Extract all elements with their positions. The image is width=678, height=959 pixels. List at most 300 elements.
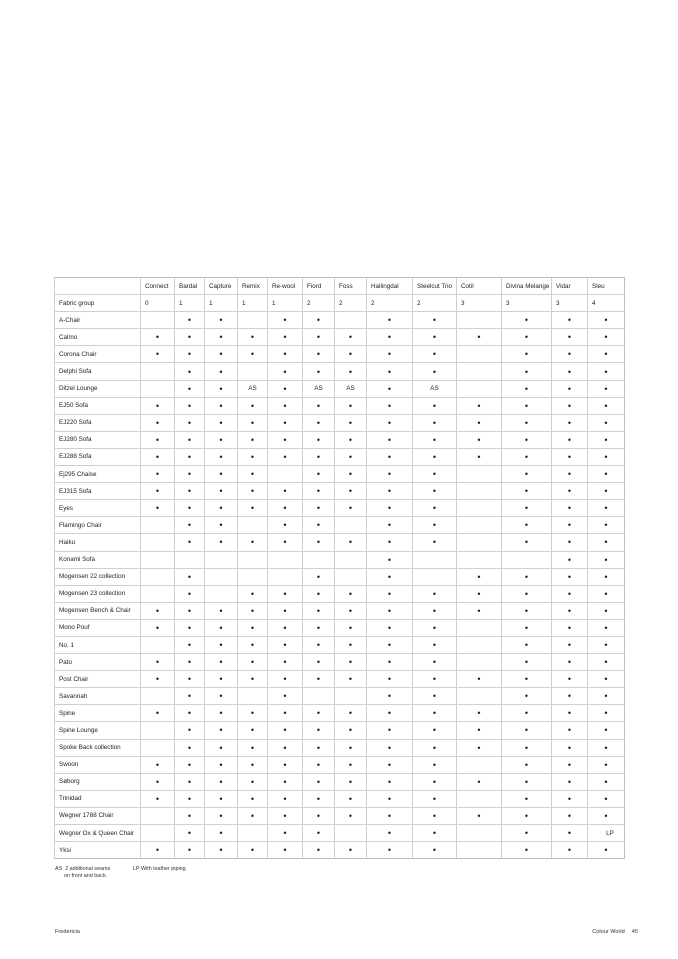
availability-dot: • <box>335 739 367 756</box>
availability-dot: • <box>552 636 588 653</box>
product-name: Delphi Sofa <box>55 363 141 380</box>
availability-dot: • <box>552 722 588 739</box>
availability-dot: • <box>141 842 175 859</box>
availability-dot: • <box>175 790 205 807</box>
table-row <box>55 825 625 842</box>
availability-dot: • <box>413 483 457 500</box>
product-name: EJ220 Sofa <box>55 414 141 431</box>
availability-dot: • <box>413 448 457 465</box>
empty-cell <box>335 688 367 705</box>
product-name: Swoon <box>55 756 141 773</box>
availability-dot: • <box>502 363 552 380</box>
availability-dot: • <box>502 654 552 671</box>
empty-cell <box>141 722 175 739</box>
empty-cell <box>268 466 303 483</box>
table-row <box>55 790 625 807</box>
availability-dot: • <box>502 739 552 756</box>
fabric-header: Vidar <box>552 278 588 295</box>
availability-dot: • <box>205 517 238 534</box>
availability-dot: • <box>367 414 413 431</box>
availability-dot: • <box>205 312 238 329</box>
fabric-header: Steelcut Trio <box>413 278 457 295</box>
availability-dot: • <box>588 431 625 448</box>
availability-dot: • <box>303 842 335 859</box>
availability-dot: • <box>303 414 335 431</box>
empty-cell <box>141 585 175 602</box>
availability-dot: • <box>335 329 367 346</box>
fabric-group-value: 2 <box>413 295 457 312</box>
availability-dot: • <box>175 534 205 551</box>
table-row <box>55 397 625 414</box>
availability-dot: • <box>238 842 268 859</box>
availability-dot: • <box>552 825 588 842</box>
availability-dot: • <box>303 807 335 824</box>
empty-cell <box>141 636 175 653</box>
empty-cell <box>141 825 175 842</box>
availability-dot: • <box>457 448 502 465</box>
availability-dot: • <box>268 397 303 414</box>
product-name: Spoke Back collection <box>55 739 141 756</box>
availability-dot: • <box>335 807 367 824</box>
table-row <box>55 500 625 517</box>
availability-dot: • <box>413 585 457 602</box>
availability-dot: • <box>141 483 175 500</box>
availability-dot: • <box>141 346 175 363</box>
availability-dot: • <box>238 448 268 465</box>
availability-dot: • <box>303 534 335 551</box>
availability-dot: • <box>502 448 552 465</box>
availability-dot: • <box>141 466 175 483</box>
availability-dot: • <box>303 790 335 807</box>
fabric-header: Remix <box>238 278 268 295</box>
product-name: Savannah <box>55 688 141 705</box>
availability-dot: • <box>413 363 457 380</box>
product-name: Mogensen Bench & Chair <box>55 602 141 619</box>
availability-dot: • <box>268 807 303 824</box>
availability-dot: • <box>413 705 457 722</box>
availability-dot: • <box>175 363 205 380</box>
table-row <box>55 380 625 397</box>
fabric-group-value: 1 <box>205 295 238 312</box>
empty-cell <box>457 380 502 397</box>
availability-dot: • <box>413 500 457 517</box>
table-row <box>55 671 625 688</box>
availability-dot: • <box>335 346 367 363</box>
availability-dot: • <box>175 585 205 602</box>
availability-dot: • <box>502 688 552 705</box>
availability-dot: • <box>552 773 588 790</box>
availability-dot: • <box>552 312 588 329</box>
availability-dot: • <box>205 346 238 363</box>
empty-cell <box>303 688 335 705</box>
empty-cell <box>238 568 268 585</box>
availability-dot: • <box>367 312 413 329</box>
availability-dot: • <box>205 773 238 790</box>
product-name: EJ280 Sofa <box>55 431 141 448</box>
availability-dot: • <box>205 739 238 756</box>
availability-dot: • <box>502 312 552 329</box>
availability-dot: • <box>413 431 457 448</box>
availability-dot: • <box>175 329 205 346</box>
availability-dot: • <box>238 790 268 807</box>
availability-dot: • <box>205 448 238 465</box>
fabric-group-value: 1 <box>268 295 303 312</box>
availability-dot: • <box>335 414 367 431</box>
table-row <box>55 688 625 705</box>
availability-dot: • <box>175 448 205 465</box>
empty-cell <box>141 739 175 756</box>
availability-dot: • <box>205 500 238 517</box>
availability-dot: • <box>268 431 303 448</box>
availability-dot: • <box>205 483 238 500</box>
availability-dot: • <box>502 722 552 739</box>
availability-dot: • <box>268 312 303 329</box>
availability-dot: • <box>588 739 625 756</box>
availability-dot: • <box>205 380 238 397</box>
availability-dot: • <box>175 825 205 842</box>
availability-dot: • <box>588 380 625 397</box>
table-row <box>55 346 625 363</box>
availability-dot: • <box>413 773 457 790</box>
table-row <box>55 483 625 500</box>
empty-cell <box>457 842 502 859</box>
availability-dot: • <box>303 739 335 756</box>
availability-dot: • <box>413 825 457 842</box>
availability-dot: • <box>588 534 625 551</box>
empty-cell <box>238 551 268 568</box>
availability-dot: • <box>238 756 268 773</box>
availability-dot: • <box>588 346 625 363</box>
availability-dot: • <box>238 346 268 363</box>
availability-dot: • <box>303 825 335 842</box>
table-row <box>55 517 625 534</box>
availability-dot: • <box>141 654 175 671</box>
availability-dot: • <box>141 790 175 807</box>
availability-dot: • <box>303 363 335 380</box>
availability-dot: • <box>268 825 303 842</box>
availability-dot: • <box>367 671 413 688</box>
fabric-group-value: 1 <box>175 295 205 312</box>
availability-note: AS <box>413 380 457 397</box>
brand-name: Fredericia <box>55 929 80 935</box>
availability-dot: • <box>502 397 552 414</box>
fabric-group-value: 0 <box>141 295 175 312</box>
availability-dot: • <box>268 842 303 859</box>
fabric-group-value: 3 <box>502 295 552 312</box>
availability-dot: • <box>502 346 552 363</box>
availability-dot: • <box>141 705 175 722</box>
availability-dot: • <box>238 602 268 619</box>
availability-dot: • <box>502 568 552 585</box>
availability-dot: • <box>175 654 205 671</box>
product-name: Trinidad <box>55 790 141 807</box>
availability-dot: • <box>303 654 335 671</box>
availability-dot: • <box>268 602 303 619</box>
availability-dot: • <box>552 329 588 346</box>
availability-dot: • <box>335 773 367 790</box>
product-name: Corona Chair <box>55 346 141 363</box>
availability-dot: • <box>335 722 367 739</box>
availability-dot: • <box>588 722 625 739</box>
availability-dot: • <box>367 500 413 517</box>
availability-dot: • <box>588 688 625 705</box>
availability-dot: • <box>141 619 175 636</box>
availability-dot: • <box>588 312 625 329</box>
availability-dot: • <box>335 397 367 414</box>
availability-dot: • <box>268 483 303 500</box>
availability-dot: • <box>268 790 303 807</box>
availability-dot: • <box>367 448 413 465</box>
availability-dot: • <box>502 517 552 534</box>
availability-dot: • <box>552 602 588 619</box>
availability-dot: • <box>367 619 413 636</box>
availability-dot: • <box>552 568 588 585</box>
availability-dot: • <box>303 466 335 483</box>
availability-dot: • <box>413 329 457 346</box>
product-name: EJ50 Sofa <box>55 397 141 414</box>
availability-dot: • <box>552 466 588 483</box>
header-corner <box>55 278 141 295</box>
availability-dot: • <box>367 756 413 773</box>
availability-dot: • <box>303 397 335 414</box>
fabric-group-value: 2 <box>303 295 335 312</box>
empty-cell <box>238 688 268 705</box>
fabric-header: Hallingdal <box>367 278 413 295</box>
availability-dot: • <box>141 431 175 448</box>
table-row <box>55 568 625 585</box>
empty-cell <box>268 551 303 568</box>
empty-cell <box>335 568 367 585</box>
availability-dot: • <box>502 602 552 619</box>
availability-dot: • <box>238 636 268 653</box>
availability-dot: • <box>238 329 268 346</box>
availability-dot: • <box>268 585 303 602</box>
availability-dot: • <box>502 500 552 517</box>
availability-dot: • <box>268 448 303 465</box>
fabric-header: Capture <box>205 278 238 295</box>
availability-dot: • <box>268 671 303 688</box>
availability-dot: • <box>588 807 625 824</box>
availability-dot: • <box>588 363 625 380</box>
availability-dot: • <box>303 619 335 636</box>
availability-dot: • <box>367 568 413 585</box>
availability-dot: • <box>413 790 457 807</box>
availability-dot: • <box>175 483 205 500</box>
availability-dot: • <box>303 431 335 448</box>
availability-dot: • <box>175 397 205 414</box>
availability-dot: • <box>268 380 303 397</box>
availability-dot: • <box>268 756 303 773</box>
availability-dot: • <box>457 602 502 619</box>
availability-dot: • <box>175 807 205 824</box>
table-row <box>55 466 625 483</box>
availability-dot: • <box>552 414 588 431</box>
availability-dot: • <box>552 448 588 465</box>
empty-cell <box>457 534 502 551</box>
availability-dot: • <box>502 705 552 722</box>
fabric-header: Sleu <box>588 278 625 295</box>
availability-dot: • <box>552 363 588 380</box>
availability-dot: • <box>205 431 238 448</box>
availability-dot: • <box>238 431 268 448</box>
availability-dot: • <box>141 329 175 346</box>
empty-cell <box>141 688 175 705</box>
fabric-group-value: 4 <box>588 295 625 312</box>
product-name: EJ288 Sofa <box>55 448 141 465</box>
availability-dot: • <box>268 346 303 363</box>
availability-dot: • <box>238 483 268 500</box>
availability-dot: • <box>335 790 367 807</box>
availability-dot: • <box>335 363 367 380</box>
availability-dot: • <box>552 431 588 448</box>
product-name: Ej295 Chaise <box>55 466 141 483</box>
table-row <box>55 534 625 551</box>
empty-cell <box>335 517 367 534</box>
availability-dot: • <box>175 739 205 756</box>
product-name: Yksi <box>55 842 141 859</box>
availability-dot: • <box>367 790 413 807</box>
availability-dot: • <box>335 448 367 465</box>
availability-dot: • <box>141 414 175 431</box>
availability-dot: • <box>303 671 335 688</box>
empty-cell <box>205 551 238 568</box>
table-row <box>55 654 625 671</box>
availability-dot: • <box>588 790 625 807</box>
availability-dot: • <box>413 312 457 329</box>
table-row <box>55 585 625 602</box>
availability-dot: • <box>303 517 335 534</box>
availability-dot: • <box>588 397 625 414</box>
availability-dot: • <box>413 842 457 859</box>
availability-dot: • <box>457 671 502 688</box>
availability-dot: • <box>238 722 268 739</box>
footnote-as: AS 2 additional seams on front and back. <box>55 866 111 879</box>
availability-dot: • <box>552 671 588 688</box>
empty-cell <box>457 790 502 807</box>
availability-dot: • <box>303 329 335 346</box>
empty-cell <box>457 500 502 517</box>
availability-dot: • <box>205 534 238 551</box>
product-name: Spine Lounge <box>55 722 141 739</box>
availability-dot: • <box>552 483 588 500</box>
fabric-group-value: 2 <box>335 295 367 312</box>
empty-cell <box>141 363 175 380</box>
table-row <box>55 807 625 824</box>
availability-dot: • <box>175 466 205 483</box>
empty-cell <box>413 551 457 568</box>
availability-dot: • <box>141 397 175 414</box>
empty-cell <box>175 551 205 568</box>
availability-dot: • <box>335 756 367 773</box>
availability-dot: • <box>268 739 303 756</box>
table-row <box>55 739 625 756</box>
fabric-header: Divina Melange <box>502 278 552 295</box>
availability-dot: • <box>268 722 303 739</box>
availability-dot: • <box>175 671 205 688</box>
availability-dot: • <box>502 534 552 551</box>
empty-cell <box>141 551 175 568</box>
availability-dot: • <box>502 414 552 431</box>
availability-dot: • <box>205 397 238 414</box>
availability-dot: • <box>268 654 303 671</box>
availability-dot: • <box>552 705 588 722</box>
availability-dot: • <box>457 807 502 824</box>
fabric-header: Re-wool <box>268 278 303 295</box>
availability-dot: • <box>335 842 367 859</box>
availability-dot: • <box>141 773 175 790</box>
empty-cell <box>335 825 367 842</box>
availability-dot: • <box>413 534 457 551</box>
empty-cell <box>141 380 175 397</box>
availability-dot: • <box>303 585 335 602</box>
availability-dot: • <box>367 705 413 722</box>
availability-dot: • <box>367 346 413 363</box>
availability-dot: • <box>238 705 268 722</box>
fabric-header: Connect <box>141 278 175 295</box>
product-name: Post Chair <box>55 671 141 688</box>
availability-dot: • <box>367 739 413 756</box>
availability-dot: • <box>552 807 588 824</box>
availability-dot: • <box>205 705 238 722</box>
empty-cell <box>205 568 238 585</box>
empty-cell <box>457 346 502 363</box>
availability-dot: • <box>413 517 457 534</box>
empty-cell <box>335 551 367 568</box>
empty-cell <box>141 517 175 534</box>
availability-dot: • <box>588 671 625 688</box>
availability-dot: • <box>367 483 413 500</box>
product-name: Spine <box>55 705 141 722</box>
availability-dot: • <box>205 363 238 380</box>
availability-dot: • <box>457 585 502 602</box>
availability-dot: • <box>552 654 588 671</box>
availability-dot: • <box>268 534 303 551</box>
product-name: Calmo <box>55 329 141 346</box>
availability-dot: • <box>238 619 268 636</box>
availability-dot: • <box>588 705 625 722</box>
table-row <box>55 312 625 329</box>
availability-dot: • <box>413 397 457 414</box>
availability-dot: • <box>175 312 205 329</box>
availability-dot: • <box>502 773 552 790</box>
table-row <box>55 842 625 859</box>
availability-dot: • <box>205 807 238 824</box>
availability-dot: • <box>268 414 303 431</box>
section-title: Colour World <box>592 929 625 935</box>
availability-dot: • <box>413 654 457 671</box>
availability-dot: • <box>502 790 552 807</box>
availability-dot: • <box>238 500 268 517</box>
availability-dot: • <box>588 568 625 585</box>
availability-dot: • <box>502 825 552 842</box>
availability-dot: • <box>268 329 303 346</box>
availability-dot: • <box>175 500 205 517</box>
empty-cell <box>303 551 335 568</box>
empty-cell <box>457 654 502 671</box>
availability-dot: • <box>413 807 457 824</box>
availability-dot: • <box>175 414 205 431</box>
availability-dot: • <box>303 773 335 790</box>
availability-dot: • <box>552 534 588 551</box>
fabric-group-row <box>55 295 625 312</box>
empty-cell <box>141 312 175 329</box>
product-name: Konami Sofa <box>55 551 141 568</box>
availability-dot: • <box>335 636 367 653</box>
availability-dot: • <box>552 790 588 807</box>
availability-dot: • <box>502 807 552 824</box>
availability-dot: • <box>588 466 625 483</box>
availability-dot: • <box>588 414 625 431</box>
